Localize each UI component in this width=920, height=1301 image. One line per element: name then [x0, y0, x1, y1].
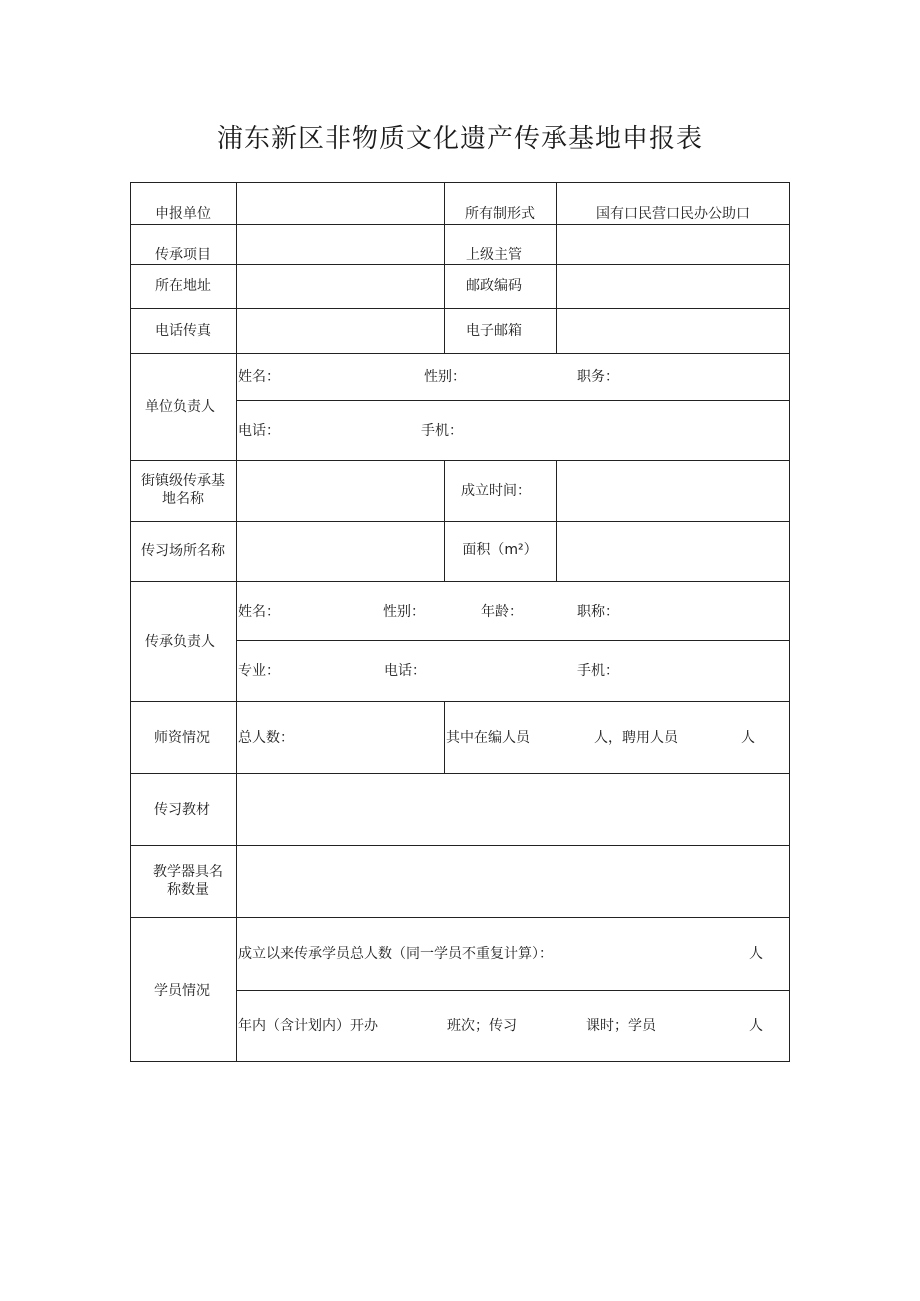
founded-input[interactable]: [558, 462, 788, 520]
students-plan-unit: 人: [749, 1018, 763, 1034]
base-name-label: [141, 472, 225, 508]
row-divider: [130, 521, 790, 522]
unit-head-label: 单位负责人: [145, 399, 215, 415]
equipment-input[interactable]: [238, 847, 788, 916]
row-divider: [236, 640, 790, 641]
inherit-name-label: 姓名：: [238, 604, 280, 620]
base-name-label-line1: 街镇级传承基: [141, 473, 225, 489]
postcode-label: 邮政编码: [466, 278, 522, 294]
classes-label: 班次；传习: [447, 1018, 517, 1034]
column-divider: [556, 182, 557, 353]
supervisor-input[interactable]: [558, 226, 788, 263]
row-divider: [130, 845, 790, 846]
materials-label: 传习教材: [154, 802, 210, 818]
inherit-title-label: 职称：: [577, 604, 619, 620]
column-divider: [444, 182, 445, 353]
venue-name-input[interactable]: [238, 523, 443, 580]
row-divider: [130, 460, 790, 461]
students-total-label: 成立以来传承学员总人数（同一学员不重复计算）：: [238, 946, 553, 962]
students-total-unit: 人: [749, 946, 763, 962]
teachers-person-unit: 人: [741, 730, 755, 746]
equipment-label: [153, 863, 223, 899]
inherit-gender-label: 性别：: [383, 604, 425, 620]
row-divider: [130, 264, 790, 265]
email-input[interactable]: [558, 310, 788, 352]
inherit-phone-label: 电话：: [384, 663, 426, 679]
row-divider: [130, 701, 790, 702]
year-plan-label: 年内（含计划内）开办: [238, 1018, 378, 1034]
inherit-major-label: 专业：: [238, 663, 280, 679]
column-divider: [236, 182, 237, 1062]
email-label: 电子邮箱: [466, 323, 522, 339]
row-divider: [130, 917, 790, 918]
address-input[interactable]: [238, 266, 443, 307]
area-input[interactable]: [558, 523, 788, 580]
equipment-label-line1: 教学器具名: [153, 864, 223, 880]
teachers-hire-label: 人，聘用人员: [594, 730, 678, 746]
hours-label: 课时；学员: [586, 1018, 656, 1034]
unit-head-mobile-label: 手机：: [421, 423, 463, 439]
ownership-options[interactable]: 国有口民营口民办公助口: [596, 206, 750, 222]
area-label: 面积（m²）: [462, 542, 538, 558]
row-divider: [130, 773, 790, 774]
address-label: 所在地址: [155, 278, 211, 294]
unit-input[interactable]: [238, 184, 443, 223]
base-name-input[interactable]: [238, 462, 443, 520]
project-label: 传承项目: [155, 247, 211, 263]
inherit-age-label: 年龄：: [481, 604, 523, 620]
inherit-head-label: 传承负责人: [145, 634, 215, 650]
supervisor-label: 上级主管: [466, 247, 522, 263]
column-divider: [556, 460, 557, 581]
unit-head-position-label: 职务：: [577, 369, 619, 385]
phone-fax-label: 电话传真: [155, 323, 211, 339]
founded-label: 成立时间：: [461, 483, 531, 499]
materials-input[interactable]: [238, 775, 788, 844]
unit-head-phone-label: 电话：: [238, 423, 280, 439]
base-name-label-line2: 地名称: [162, 491, 204, 507]
teachers-total-label: 总人数：: [238, 730, 294, 746]
postcode-input[interactable]: [558, 266, 788, 307]
unit-head-name-label: 姓名：: [238, 369, 280, 385]
unit-label: 申报单位: [155, 206, 211, 222]
column-divider: [444, 701, 445, 773]
equipment-label-line2: 称数量: [167, 882, 209, 898]
unit-head-gender-label: 性别：: [424, 369, 466, 385]
page-title: 浦东新区非物质文化遗产传承基地申报表: [216, 124, 703, 154]
inherit-mobile-label: 手机：: [577, 663, 619, 679]
row-divider: [130, 581, 790, 582]
row-divider: [236, 990, 790, 991]
teachers-label: 师资情况: [154, 730, 210, 746]
row-divider: [130, 224, 790, 225]
row-divider: [130, 353, 790, 354]
phone-fax-input[interactable]: [238, 310, 443, 352]
column-divider: [444, 460, 445, 581]
project-input[interactable]: [238, 226, 443, 263]
venue-name-label: 传习场所名称: [141, 543, 225, 559]
teachers-staff-label: 其中在编人员: [446, 730, 530, 746]
ownership-label: 所有制形式: [465, 206, 535, 222]
row-divider: [236, 400, 790, 401]
row-divider: [130, 308, 790, 309]
students-label: 学员情况: [154, 983, 210, 999]
